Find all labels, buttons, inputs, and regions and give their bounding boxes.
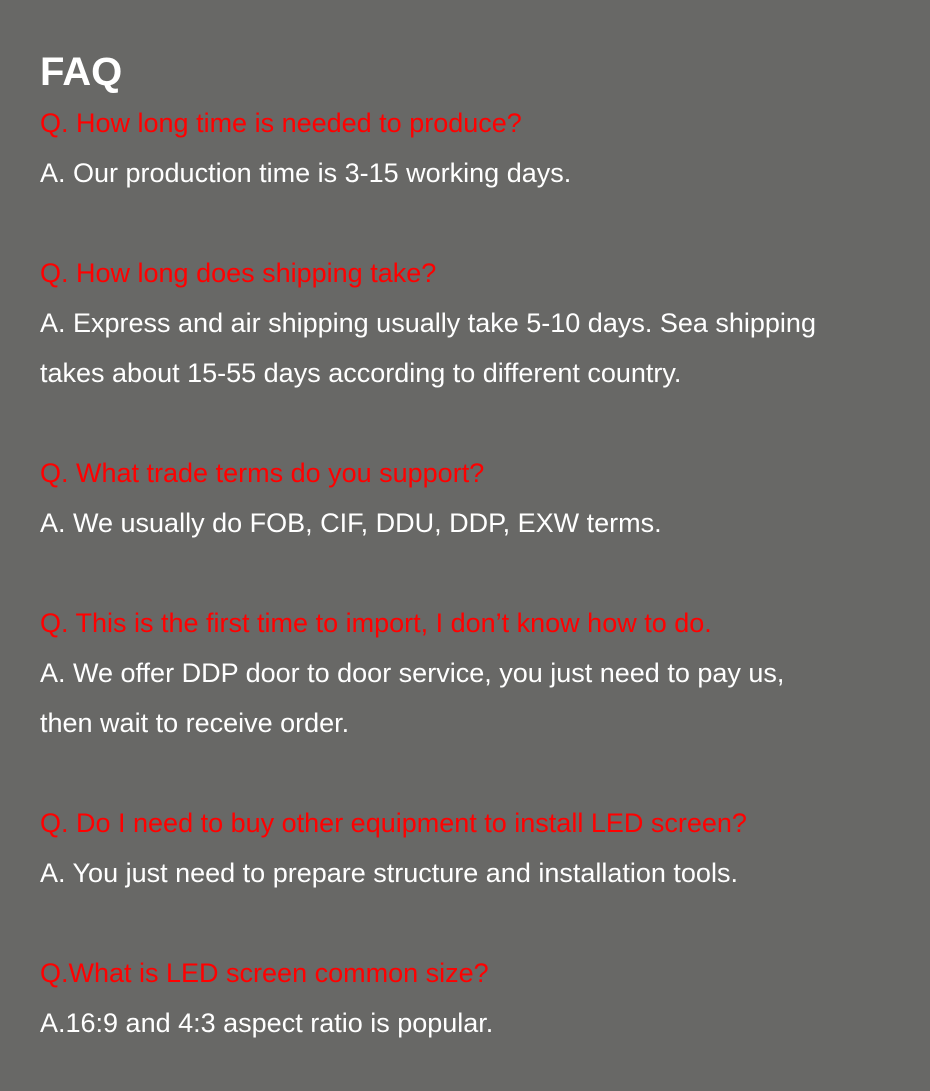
faq-question: Q. How long time is needed to produce?	[40, 108, 522, 138]
faq-list	[40, 98, 890, 1048]
faq-question: Q. This is the first time to import, I don’t know how to do.	[40, 608, 712, 638]
faq-answer-line: then wait to receive order.	[40, 708, 350, 738]
faq-question: Q. How long does shipping take?	[40, 258, 437, 288]
page-title: FAQ	[40, 50, 123, 94]
faq-question: Q.What is LED screen common size?	[40, 958, 489, 988]
faq-item	[40, 248, 890, 398]
faq-item	[40, 598, 890, 748]
faq-answer-line: A. We offer DDP door to door service, you just need to pay us,	[40, 658, 785, 688]
faq-item	[40, 98, 890, 198]
faq-item	[40, 948, 890, 1048]
faq-answer-line: A. Express and air shipping usually take 5-10 days. Sea shipping	[40, 308, 816, 338]
faq-answer-line: A.16:9 and 4:3 aspect ratio is popular.	[40, 1008, 494, 1038]
faq-item	[40, 448, 890, 548]
faq-question: Q. What trade terms do you support?	[40, 458, 485, 488]
faq-answer-line: A. We usually do FOB, CIF, DDU, DDP, EXW terms.	[40, 508, 662, 538]
faq-answer-line: A. You just need to prepare structure and installation tools.	[40, 858, 738, 888]
faq-answer-line: takes about 15-55 days according to different country.	[40, 358, 682, 388]
faq-item	[40, 798, 890, 898]
faq-answer-line: A. Our production time is 3-15 working days.	[40, 158, 572, 188]
faq-question: Q. Do I need to buy other equipment to install LED screen?	[40, 808, 747, 838]
